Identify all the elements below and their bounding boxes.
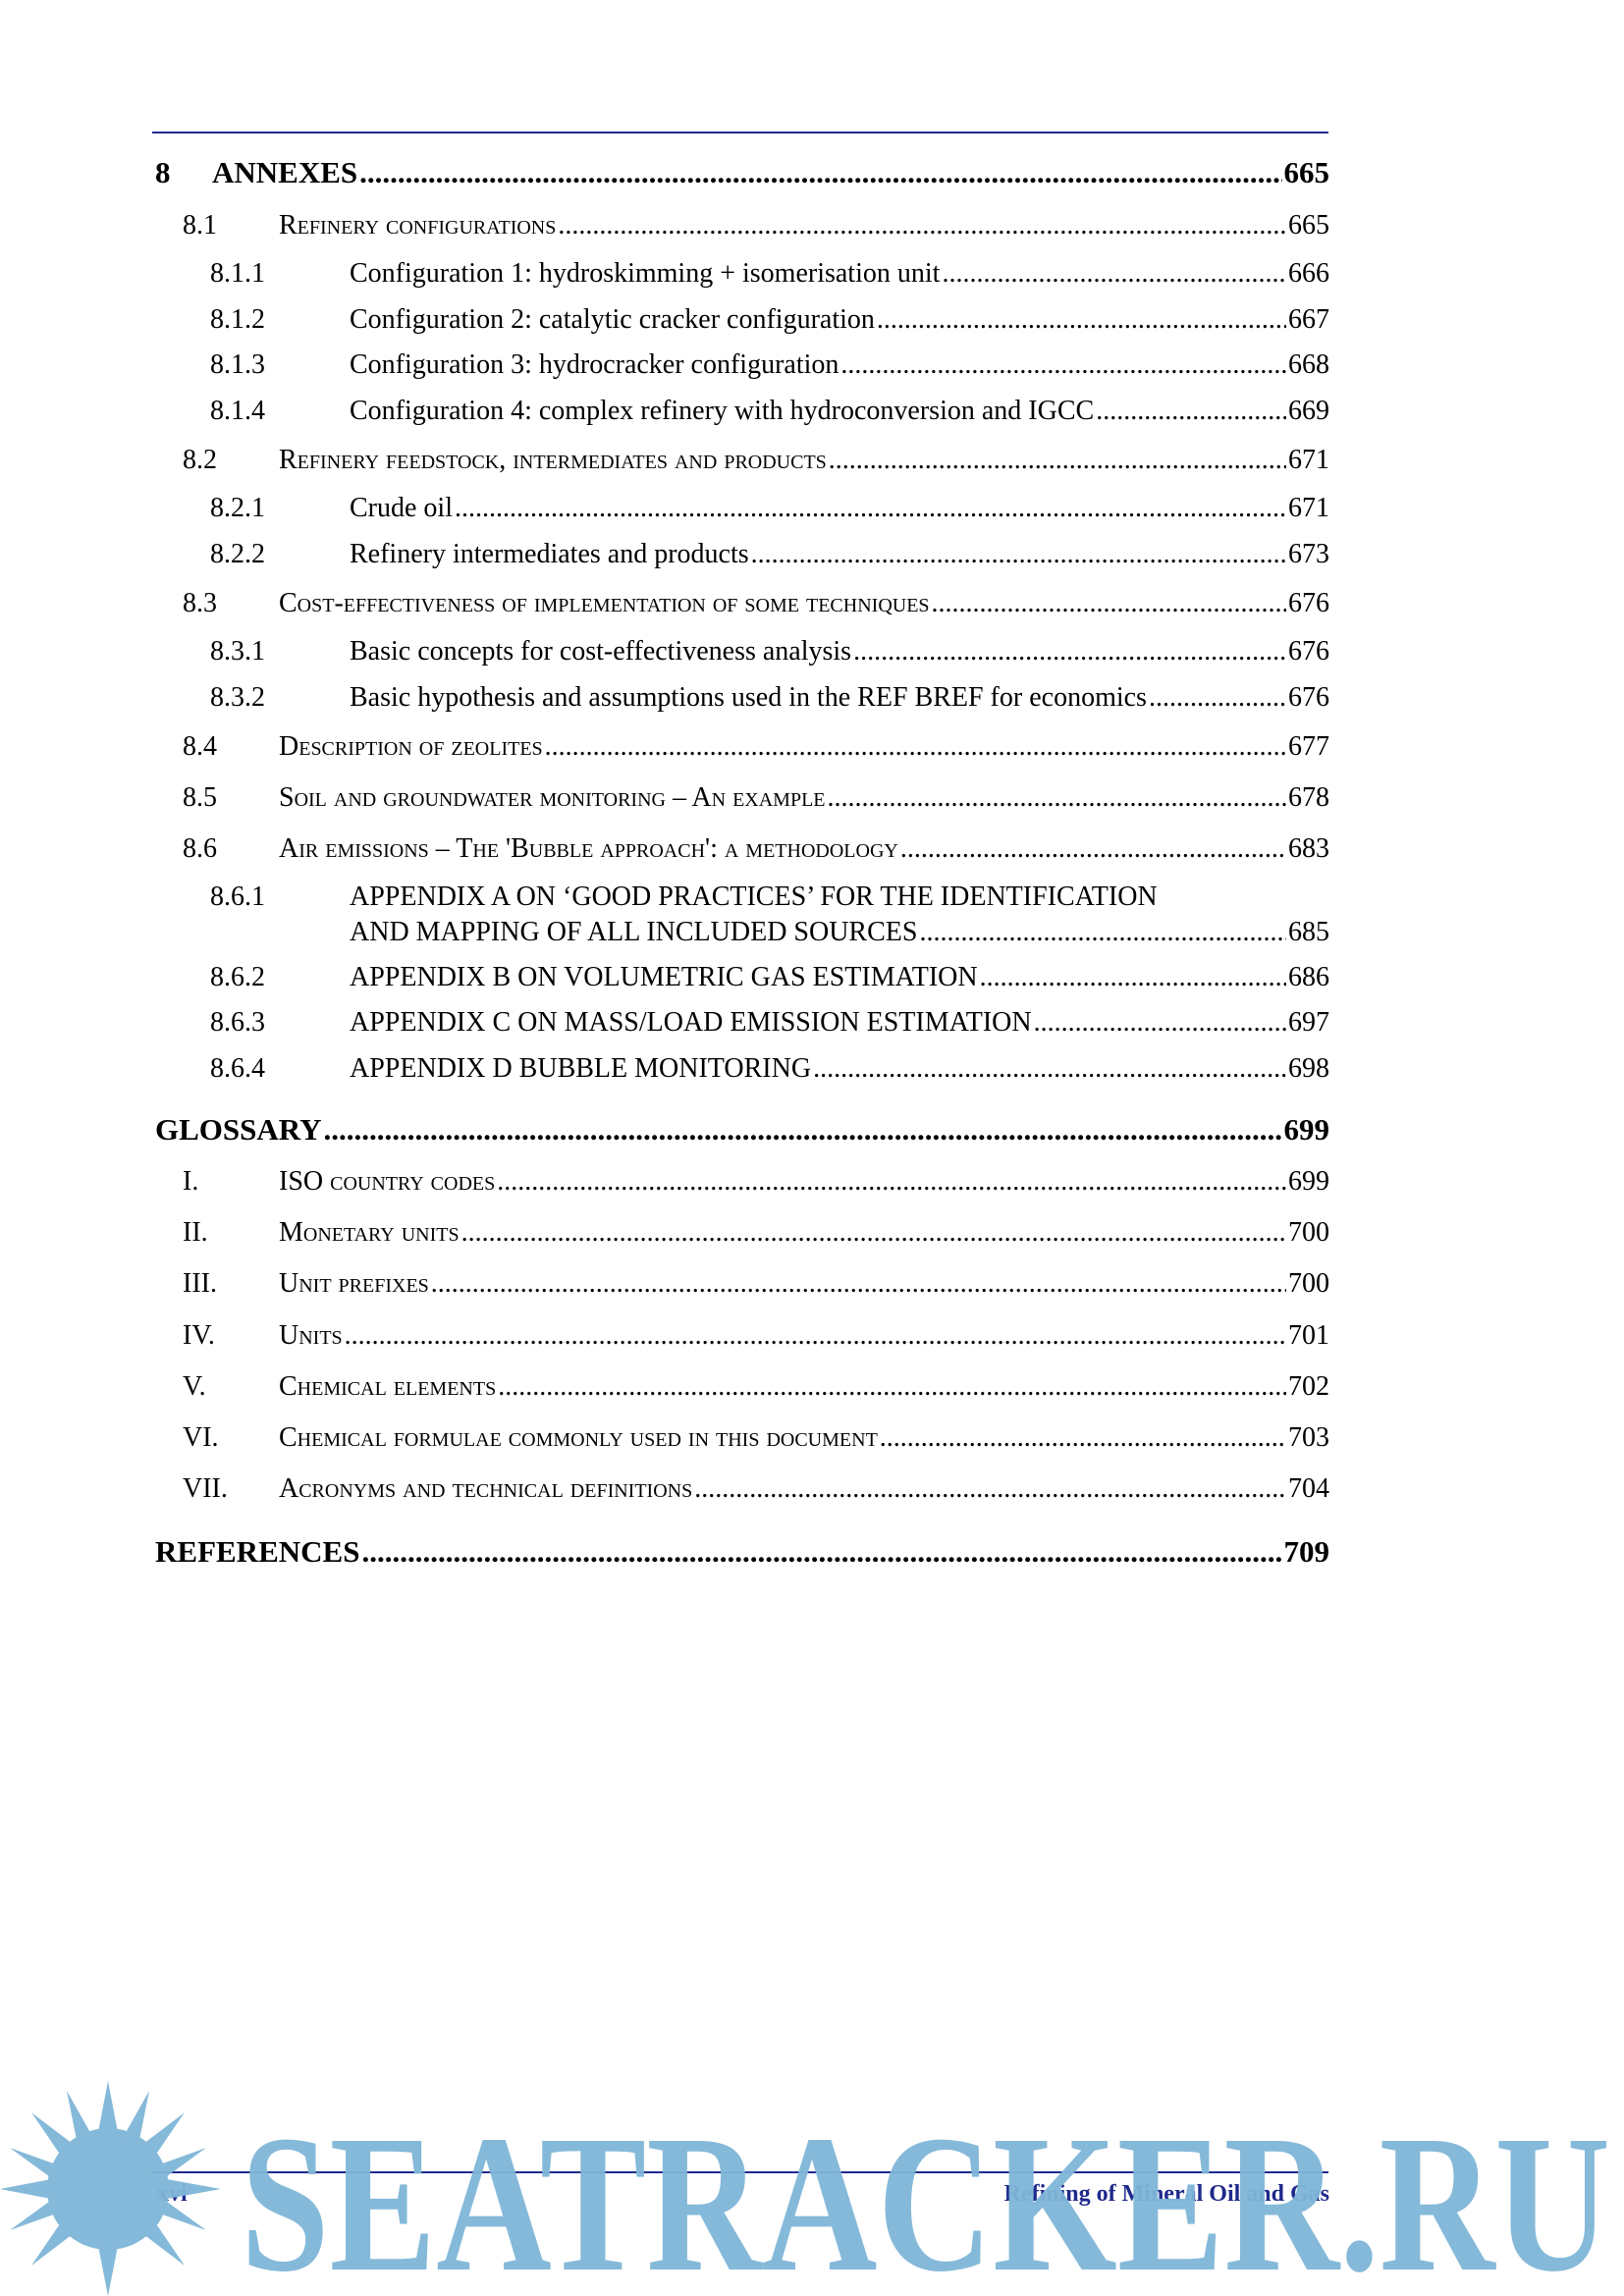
toc-title-line2: AND MAPPING OF ALL INCLUDED SOURCES bbox=[350, 917, 918, 947]
toc-leader bbox=[558, 210, 1286, 241]
toc-entry-8-3-2[interactable] bbox=[0, 682, 1624, 721]
toc-title: APPENDIX D BUBBLE MONITORING bbox=[350, 1053, 812, 1084]
toc-page: 699 bbox=[1288, 1166, 1329, 1197]
toc-entry-8-6[interactable] bbox=[0, 833, 1624, 873]
toc-page: 703 bbox=[1288, 1422, 1329, 1453]
toc-number: 8.2.1 bbox=[210, 493, 265, 523]
toc-number: IV. bbox=[183, 1320, 215, 1351]
toc-page: 665 bbox=[1283, 155, 1329, 189]
toc-page: 697 bbox=[1288, 1007, 1329, 1038]
toc-title: Refinery feedstock, intermediates and products bbox=[279, 445, 827, 475]
toc-entry-glossary-iv[interactable] bbox=[0, 1320, 1624, 1360]
toc-page: 669 bbox=[1288, 396, 1329, 426]
toc-entry-8-4[interactable] bbox=[0, 731, 1624, 771]
toc-number: 8.1 bbox=[183, 210, 217, 240]
toc-number: 8.5 bbox=[183, 782, 217, 813]
toc-title-line1: APPENDIX A ON ‘GOOD PRACTICES’ FOR THE IDENTIFICATION bbox=[350, 881, 1158, 912]
toc-title: Configuration 3: hydrocracker configuration bbox=[350, 349, 839, 380]
toc-entry-8-1-2[interactable] bbox=[0, 304, 1624, 344]
toc-number: 8.1.2 bbox=[210, 304, 265, 335]
sun-icon bbox=[0, 2081, 221, 2296]
toc-page: 704 bbox=[1288, 1473, 1329, 1504]
toc-entry-glossary[interactable] bbox=[0, 1112, 1624, 1151]
toc-page: 702 bbox=[1288, 1371, 1329, 1402]
toc-leader bbox=[497, 1166, 1286, 1198]
toc-entry-8-6-1[interactable] bbox=[0, 881, 1624, 960]
toc-number: VII. bbox=[183, 1473, 228, 1504]
toc-entry-8-3[interactable] bbox=[0, 588, 1624, 627]
toc-number: 8.6.1 bbox=[210, 881, 265, 912]
toc-number: V. bbox=[183, 1371, 206, 1402]
toc-entry-8-2-1[interactable] bbox=[0, 493, 1624, 532]
toc-page: 673 bbox=[1288, 539, 1329, 569]
toc-leader bbox=[919, 917, 1286, 948]
toc-entry-8-1-4[interactable] bbox=[0, 396, 1624, 435]
toc-leader bbox=[751, 539, 1286, 570]
toc-page: 667 bbox=[1288, 304, 1329, 335]
toc-leader bbox=[828, 782, 1286, 814]
toc-entry-8-1-1[interactable] bbox=[0, 258, 1624, 297]
toc-entry-glossary-ii[interactable] bbox=[0, 1217, 1624, 1256]
toc-number: 8.4 bbox=[183, 731, 217, 762]
toc-number: 8.1.1 bbox=[210, 258, 265, 289]
toc-leader bbox=[840, 349, 1286, 381]
toc-title: Acronyms and technical definitions bbox=[279, 1473, 693, 1504]
toc-leader bbox=[345, 1320, 1286, 1352]
toc-number: 8.6.2 bbox=[210, 962, 265, 992]
toc-page: 668 bbox=[1288, 349, 1329, 380]
toc-page: 676 bbox=[1288, 636, 1329, 667]
toc-entry-glossary-vi[interactable] bbox=[0, 1422, 1624, 1462]
toc-number: III. bbox=[183, 1268, 217, 1299]
toc-leader bbox=[900, 833, 1286, 865]
toc-page: 676 bbox=[1288, 682, 1329, 713]
toc-entry-8-6-2[interactable] bbox=[0, 962, 1624, 1001]
toc-title: Monetary units bbox=[279, 1217, 460, 1248]
toc-leader bbox=[323, 1112, 1281, 1148]
toc-page: 677 bbox=[1288, 731, 1329, 762]
toc-entry-8-1[interactable] bbox=[0, 210, 1624, 249]
toc-entry-8-2[interactable] bbox=[0, 445, 1624, 484]
toc-leader bbox=[359, 155, 1281, 190]
toc-entry-8-5[interactable] bbox=[0, 782, 1624, 822]
toc-title: Configuration 1: hydroskimming + isomerisation unit bbox=[350, 258, 941, 289]
toc-leader bbox=[455, 493, 1286, 524]
toc-page: 700 bbox=[1288, 1268, 1329, 1299]
toc-entry-8-1-3[interactable] bbox=[0, 349, 1624, 389]
toc-leader bbox=[813, 1053, 1286, 1085]
toc-leader bbox=[361, 1534, 1281, 1570]
toc-title: Units bbox=[279, 1320, 343, 1351]
toc-leader bbox=[932, 588, 1286, 619]
toc-leader bbox=[431, 1268, 1286, 1300]
toc-title: Soil and groundwater monitoring – An example bbox=[279, 782, 826, 813]
toc-number: II. bbox=[183, 1217, 208, 1248]
toc-entry-glossary-i[interactable] bbox=[0, 1166, 1624, 1205]
toc-number: 8.1.3 bbox=[210, 349, 265, 380]
toc-leader bbox=[694, 1473, 1286, 1505]
toc-leader bbox=[1149, 682, 1286, 714]
toc-title: Unit prefixes bbox=[279, 1268, 429, 1299]
toc-title: Air emissions – The 'Bubble approach': a methodology bbox=[279, 833, 898, 864]
toc-entry-references[interactable] bbox=[0, 1534, 1624, 1574]
toc-entry-8-2-2[interactable] bbox=[0, 539, 1624, 578]
toc-leader bbox=[1034, 1007, 1286, 1039]
toc-number: I. bbox=[183, 1166, 199, 1197]
toc-number: 8.6.3 bbox=[210, 1007, 265, 1038]
toc-page: 671 bbox=[1288, 493, 1329, 523]
toc-page: 671 bbox=[1288, 445, 1329, 475]
toc-title: Refinery configurations bbox=[279, 210, 557, 240]
toc-page: 665 bbox=[1288, 210, 1329, 240]
toc-entry-8-3-1[interactable] bbox=[0, 636, 1624, 675]
toc-leader bbox=[980, 962, 1286, 993]
toc-title: Configuration 4: complex refinery with hydroconversion and IGCC bbox=[350, 396, 1095, 426]
toc-title: Configuration 2: catalytic cracker configuration bbox=[350, 304, 875, 335]
toc-page: 709 bbox=[1283, 1534, 1329, 1569]
toc-title: GLOSSARY bbox=[155, 1112, 322, 1147]
toc-page: 700 bbox=[1288, 1217, 1329, 1248]
toc-entry-glossary-vii[interactable] bbox=[0, 1473, 1624, 1513]
toc-title: APPENDIX C ON MASS/LOAD EMISSION ESTIMATION bbox=[350, 1007, 1032, 1038]
toc-title: Basic concepts for cost-effectiveness analysis bbox=[350, 636, 852, 667]
toc-title: REFERENCES bbox=[155, 1534, 360, 1569]
toc-number: 8.3 bbox=[183, 588, 217, 618]
toc-leader bbox=[461, 1217, 1286, 1249]
toc-number: 8.1.4 bbox=[210, 396, 265, 426]
toc-title: Basic hypothesis and assumptions used in the REF BREF for economics bbox=[350, 682, 1147, 713]
toc-entry-8-6-3[interactable] bbox=[0, 1007, 1624, 1046]
toc-number: 8 bbox=[155, 155, 171, 189]
toc-page: 666 bbox=[1288, 258, 1329, 289]
toc-page: 701 bbox=[1288, 1320, 1329, 1351]
toc-title: ISO country codes bbox=[279, 1166, 496, 1197]
toc-page: 698 bbox=[1288, 1053, 1329, 1084]
toc-number: 8.2 bbox=[183, 445, 217, 475]
toc-leader bbox=[853, 636, 1286, 667]
toc-leader bbox=[498, 1371, 1286, 1403]
toc-leader bbox=[1096, 396, 1286, 427]
toc-number: 8.3.1 bbox=[210, 636, 265, 667]
header-rule bbox=[152, 132, 1328, 133]
toc-page: 683 bbox=[1288, 833, 1329, 864]
toc-title: Chemical formulae commonly used in this document bbox=[279, 1422, 878, 1453]
watermark-text: SEATRACKER.RU bbox=[241, 2096, 1610, 2296]
toc-title: Refinery intermediates and products bbox=[350, 539, 749, 569]
toc-title: Crude oil bbox=[350, 493, 453, 523]
toc-leader bbox=[545, 731, 1286, 763]
toc-title: Chemical elements bbox=[279, 1371, 497, 1402]
toc-page: 676 bbox=[1288, 588, 1329, 618]
toc-page: 678 bbox=[1288, 782, 1329, 813]
toc-title: APPENDIX B ON VOLUMETRIC GAS ESTIMATION bbox=[350, 962, 978, 992]
toc-leader bbox=[877, 304, 1286, 336]
footer-document-title: Refining of Mineral Oil and Gas bbox=[1003, 2181, 1329, 2207]
toc-title: Description of zeolites bbox=[279, 731, 543, 762]
toc-number: 8.6.4 bbox=[210, 1053, 265, 1084]
toc-number: 8.2.2 bbox=[210, 539, 265, 569]
toc-number: 8.3.2 bbox=[210, 682, 265, 713]
toc-leader bbox=[829, 445, 1286, 476]
toc-entry-annexes[interactable] bbox=[0, 155, 1624, 194]
toc-entry-glossary-iii[interactable] bbox=[0, 1268, 1624, 1308]
toc-number: VI. bbox=[183, 1422, 219, 1453]
toc-number: 8.6 bbox=[183, 833, 217, 864]
toc-leader bbox=[880, 1422, 1286, 1454]
watermark bbox=[0, 2052, 1624, 2296]
toc-leader bbox=[942, 258, 1286, 290]
toc-page: 699 bbox=[1283, 1112, 1329, 1147]
toc-page: 685 bbox=[1288, 917, 1329, 947]
toc-entry-glossary-v[interactable] bbox=[0, 1371, 1624, 1411]
toc-page: 686 bbox=[1288, 962, 1329, 992]
toc-title: ANNEXES bbox=[212, 155, 358, 189]
toc-title: Cost-effectiveness of implementation of some techniques bbox=[279, 588, 930, 618]
toc-entry-8-6-4[interactable] bbox=[0, 1053, 1624, 1093]
